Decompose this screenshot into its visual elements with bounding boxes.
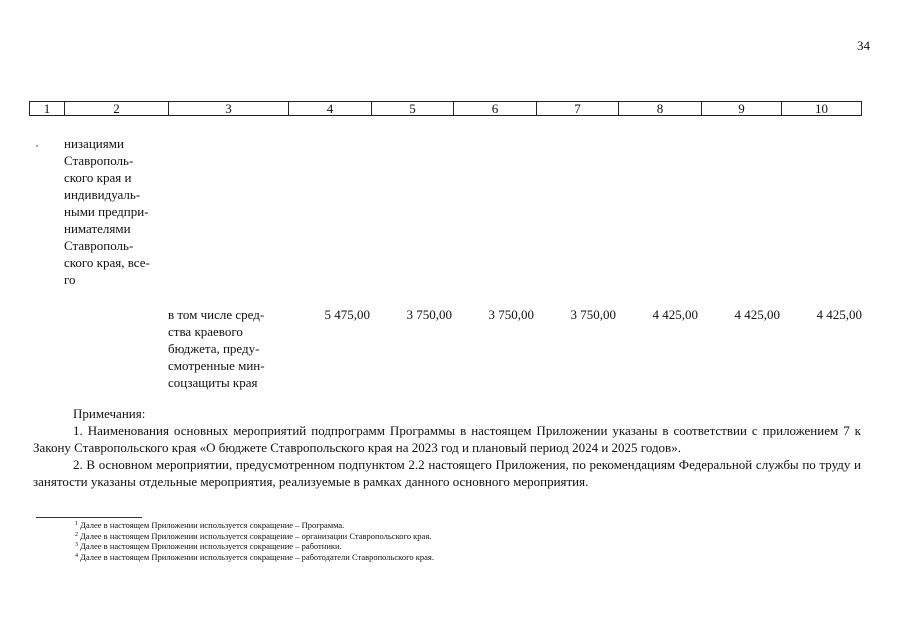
row-b-value-col7: 3 750,00 <box>570 307 616 322</box>
column-number-4: 4 <box>289 102 372 115</box>
column-number-3: 3 <box>169 102 289 115</box>
note-item-1: 1. Наименования основных мероприятий подпрограмм Программы в настоящем Приложении указаны в соответствии с приложением 7 к Закону Ставропольского края «О бюджете Ставропольского края на 2023 год и плановый период 2024 и 2025 годов». <box>33 423 861 455</box>
row-b-source-cell: в том числе сред- ства краевого бюджета, преду- смотренные мин- соцзащиты края <box>168 307 265 390</box>
footnote-4 <box>75 552 775 563</box>
footnote-mark: 4 <box>75 552 78 559</box>
column-number-2: 2 <box>65 102 169 115</box>
footnote-text: Далее в настоящем Приложении используется сокращение – организации Ставропольского края. <box>80 530 432 541</box>
row-a-name-cell: низациями Ставрополь- ского края и индивидуаль- ными предпри- нимателями Ставрополь- ского края, все- го <box>64 136 150 287</box>
notes-section <box>33 405 861 490</box>
footnote-mark: 1 <box>75 521 78 527</box>
column-number-7: 7 <box>537 102 619 115</box>
scan-speck <box>36 145 38 147</box>
footnote-mark: 3 <box>75 542 78 548</box>
note-item-2: 2. В основном мероприятии, предусмотренном подпунктом 2.2 настоящего Приложения, по рекомендациям Федеральной службы по труду и занятости указаны отдельные мероприятия, реализуемые в рамках данного основного мероприятия. <box>33 457 861 489</box>
row-b-value-col4: 5 475,00 <box>324 307 370 322</box>
column-number-1: 1 <box>30 102 65 115</box>
column-number-10: 10 <box>815 101 828 116</box>
row-b-value-col6: 3 750,00 <box>488 307 534 322</box>
footnote-text: Далее в настоящем Приложении используется сокращение – работники. <box>80 541 342 551</box>
footnote-text: Далее в настоящем Приложении используется сокращение – работодатели Ставропольского края. <box>80 551 434 562</box>
footnote-text: Далее в настоящем Приложении используется сокращение – Программа. <box>80 520 345 530</box>
column-number-6: 6 <box>454 102 537 115</box>
table-header-row <box>29 101 862 116</box>
footnote-3 <box>75 541 775 552</box>
footnotes <box>75 520 775 562</box>
footnote-separator <box>36 517 142 518</box>
column-number-9: 9 <box>702 102 782 115</box>
notes-title: Примечания: <box>73 406 146 421</box>
page-number: 34 <box>857 38 870 53</box>
row-b-value-col9: 4 425,00 <box>734 307 780 322</box>
row-b-value-col5: 3 750,00 <box>406 307 452 322</box>
footnote-1 <box>75 520 775 531</box>
row-b-value-col8: 4 425,00 <box>652 307 698 322</box>
footnote-mark: 2 <box>75 531 78 538</box>
row-b-value-col10: 4 425,00 <box>816 307 862 322</box>
footnote-2 <box>75 531 775 542</box>
column-number-5: 5 <box>372 102 454 115</box>
column-number-8: 8 <box>619 102 702 115</box>
